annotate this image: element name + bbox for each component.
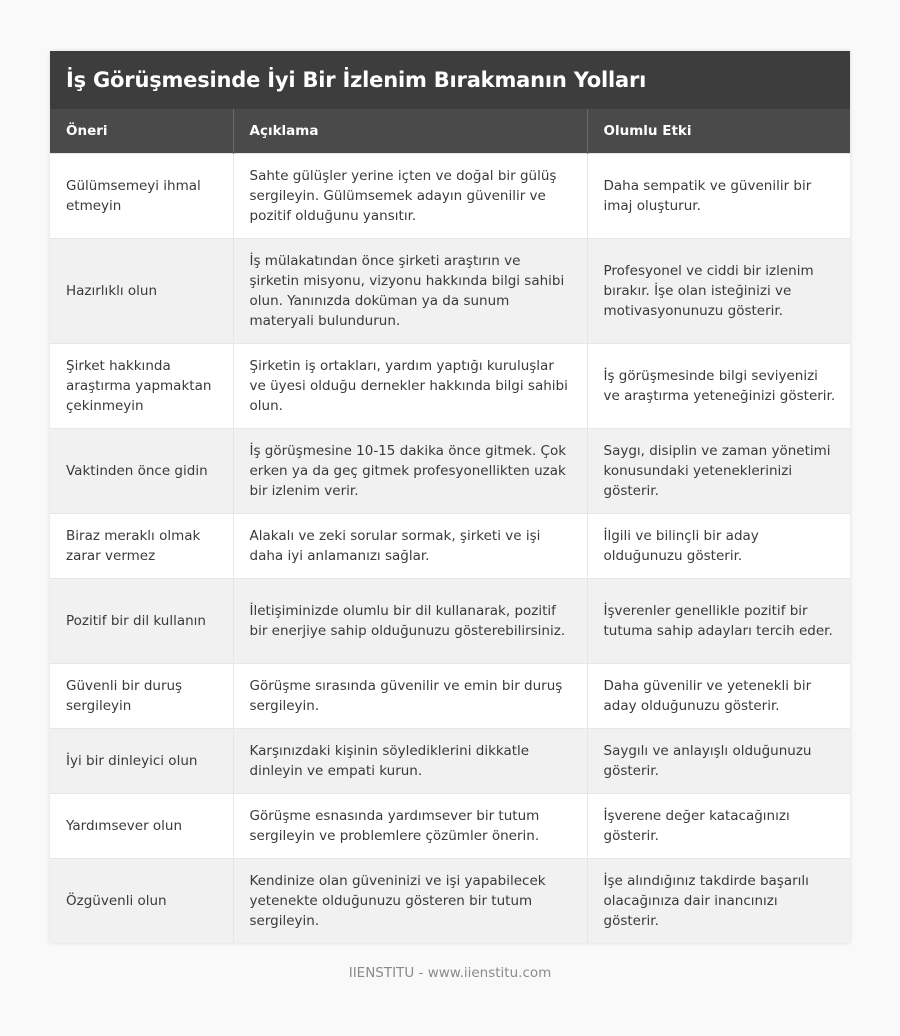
description-cell: Görüşme sırasında güvenilir ve emin bir duruş sergileyin. (233, 663, 587, 728)
effect-cell: İşverene değer katacağınızı gösterir. (587, 793, 850, 858)
column-header-olumlu-etki: Olumlu Etki (603, 122, 692, 139)
description-cell: İş görüşmesine 10-15 dakika önce gitmek. Çok erken ya da geç gitmek profesyonellikten uzak bir izlenim verir. (233, 428, 587, 513)
table-row (50, 513, 850, 578)
table-header (50, 109, 850, 153)
description-cell: Kendinize olan güveninizi ve işi yapabilecek yetenekte olduğunuzu gösteren bir tutum sergileyin. (233, 858, 587, 943)
effect-cell: İş görüşmesinde bilgi seviyenizi ve araştırma yeteneğinizi gösterir. (587, 343, 850, 428)
table-row (50, 428, 850, 513)
effect-cell: İşe alındığınız takdirde başarılı olacağınıza dair inancınızı gösterir. (587, 858, 850, 943)
description-cell: İş mülakatından önce şirketi araştırın ve şirketin misyonu, vizyonu hakkında bilgi sahibi olun. Yanınızda doküman ya da sunum materyali bulundurun. (233, 238, 587, 343)
table-row (50, 728, 850, 793)
effect-cell: Saygılı ve anlayışlı olduğunuzu gösterir. (587, 728, 850, 793)
table-row (50, 858, 850, 943)
table-row (50, 793, 850, 858)
tip-cell: Yardımsever olun (50, 793, 233, 858)
tip-cell: Şirket hakkında araştırma yapmaktan çekinmeyin (50, 343, 233, 428)
description-cell: Görüşme esnasında yardımsever bir tutum sergileyin ve problemlere çözümler önerin. (233, 793, 587, 858)
tip-cell: Biraz meraklı olmak zarar vermez (50, 513, 233, 578)
tip-cell: Pozitif bir dil kullanın (50, 578, 233, 663)
table-row (50, 153, 850, 238)
tip-cell: Vaktinden önce gidin (50, 428, 233, 513)
page-title: İş Görüşmesinde İyi Bir İzlenim Bırakmanın Yolları (66, 68, 647, 92)
header-row (50, 109, 850, 153)
description-cell: İletişiminizde olumlu bir dil kullanarak, pozitif bir enerjiye sahip olduğunuzu gösterebilirsiniz. (233, 578, 587, 663)
effect-cell: Saygı, disiplin ve zaman yönetimi konusundaki yeteneklerinizi gösterir. (587, 428, 850, 513)
table-body (50, 153, 850, 943)
table-row (50, 343, 850, 428)
column-header-oneri: Öneri (50, 109, 233, 153)
effect-cell: Daha sempatik ve güvenilir bir imaj oluşturur. (587, 153, 850, 238)
table-row (50, 578, 850, 663)
description-cell: Şirketin iş ortakları, yardım yaptığı kuruluşlar ve üyesi olduğu dernekler hakkında bilgi sahibi olun. (233, 343, 587, 428)
tip-cell: İyi bir dinleyici olun (50, 728, 233, 793)
tips-table (50, 109, 850, 943)
effect-cell: İlgili ve bilinçli bir aday olduğunuzu gösterir. (587, 513, 850, 578)
effect-cell: İşverenler genellikle pozitif bir tutuma sahip adayları tercih eder. (587, 578, 850, 663)
tip-cell: Hazırlıklı olun (50, 238, 233, 343)
content-card (50, 51, 850, 943)
tip-cell: Güvenli bir duruş sergileyin (50, 663, 233, 728)
tip-cell: Gülümsemeyi ihmal etmeyin (50, 153, 233, 238)
footer-credit: IIENSTITU - www.iienstitu.com (348, 965, 552, 981)
title-bar (50, 51, 850, 109)
effect-cell: Profesyonel ve ciddi bir izlenim bırakır. İşe olan isteğinizi ve motivasyonunuzu gösterir. (587, 238, 850, 343)
table-row (50, 663, 850, 728)
column-header-aciklama: Açıklama (233, 109, 587, 153)
description-cell: Karşınızdaki kişinin söylediklerini dikkatle dinleyin ve empati kurun. (233, 728, 587, 793)
tip-cell: Özgüvenli olun (50, 858, 233, 943)
description-cell: Alakalı ve zeki sorular sormak, şirketi ve işi daha iyi anlamanızı sağlar. (233, 513, 587, 578)
table-row (50, 238, 850, 343)
effect-cell: Daha güvenilir ve yetenekli bir aday olduğunuzu gösterir. (587, 663, 850, 728)
description-cell: Sahte gülüşler yerine içten ve doğal bir gülüş sergileyin. Gülümsemek adayın güvenilir ve pozitif olduğunu yansıtır. (233, 153, 587, 238)
